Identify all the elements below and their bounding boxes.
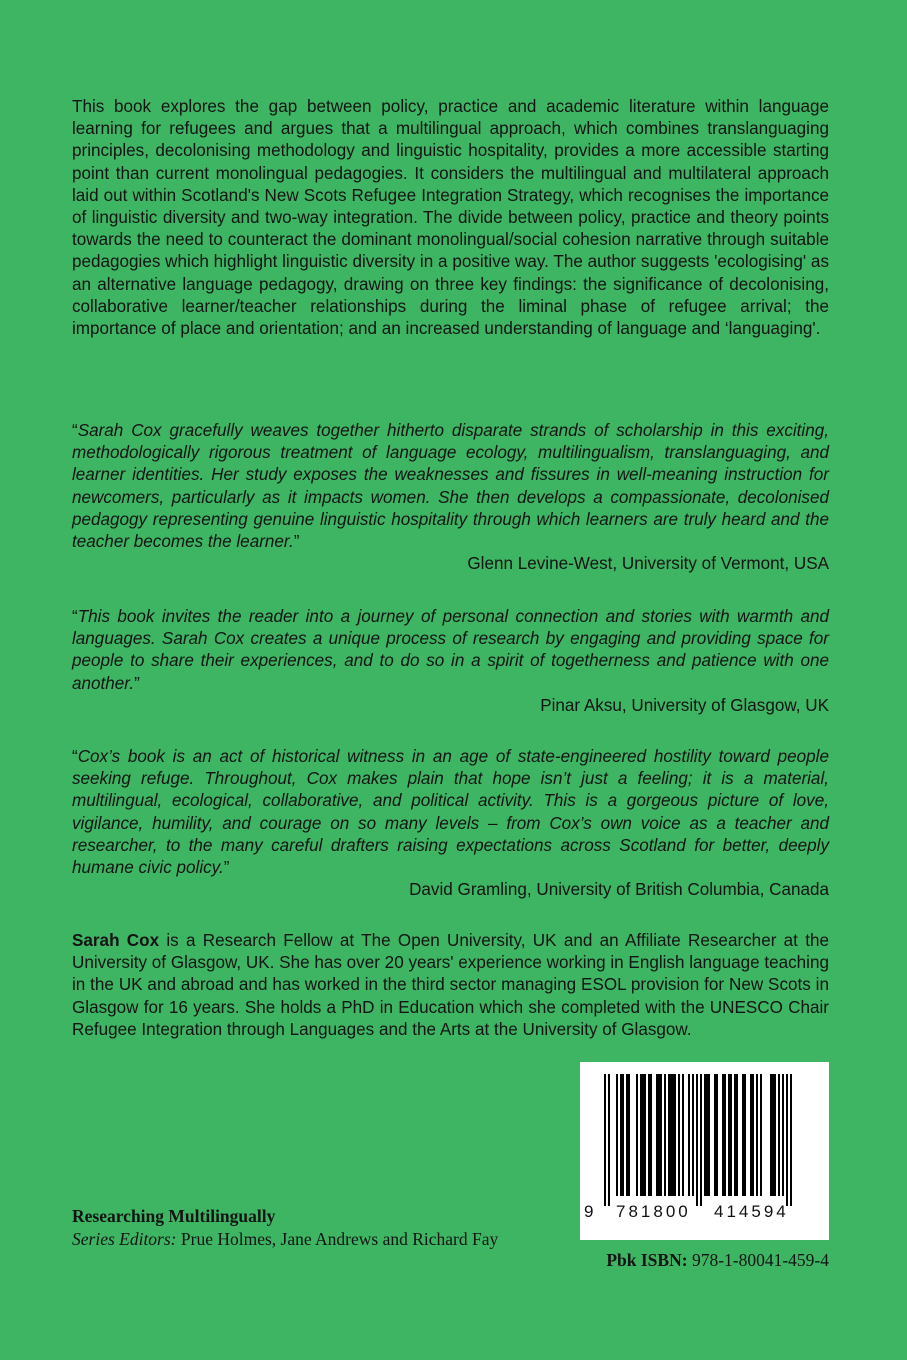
barcode-bar [782,1074,784,1196]
barcode-bar [700,1074,702,1206]
barcode-bar [616,1074,618,1196]
endorsement-quote-3 [72,746,829,901]
barcode-bar [672,1074,674,1196]
barcode-bar [742,1074,744,1196]
barcode-bar [668,1074,670,1196]
barcode-digit-lead: 9 [584,1202,594,1221]
barcode-bar [670,1074,672,1196]
quote-attribution: Glenn Levine-West, University of Vermont, USA [467,554,829,574]
barcode-bar [736,1074,738,1196]
quote-close-mark: ” [293,532,300,552]
barcode-bar [608,1074,610,1206]
barcode-bar [774,1074,776,1196]
barcode-bar [790,1074,792,1206]
barcode-bar [696,1074,698,1206]
barcode-bar [640,1074,642,1196]
barcode-bar [786,1074,788,1206]
barcode-bar [714,1074,716,1196]
barcode-bar [734,1074,736,1196]
barcode-bar [650,1074,652,1196]
barcode-bar [620,1074,622,1196]
series-info [72,1205,512,1251]
series-editors: Prue Holmes, Jane Andrews and Richard Fay [176,1229,499,1249]
barcode-bar [622,1074,624,1196]
barcode-bar [636,1074,638,1196]
barcode-bar [778,1074,780,1196]
quote-text: Cox’s book is an act of historical witness in an age of state-engineered hostility toward people seeking refuge. Throughout, Cox makes plain that hope isn’t just a feeling; it is a material, multilingual, ecological, collaborative, and political activity. This is a gorgeous picture of love, vigilance, humility, and courage on so many levels – from Cox’s own voice as a teacher and researcher, to the many careful drafters raising expectations across Scotland for better, deeply humane civic policy. [72,747,829,878]
barcode-bar [628,1074,630,1196]
barcode-bar [656,1074,658,1196]
series-editors-label: Series Editors: [72,1229,177,1249]
series-title: Researching Multilingually [72,1206,276,1226]
quote-attribution: David Gramling, University of British Columbia, Canada [409,880,829,900]
barcode-bar [722,1074,724,1196]
quote-close-mark: ” [134,673,140,693]
barcode-bar [692,1074,694,1196]
barcode-bar [706,1074,708,1196]
barcode-bars [600,1074,809,1206]
barcode-bar [756,1074,758,1196]
barcode-bar [664,1074,666,1196]
barcode-bar [730,1074,732,1196]
barcode-digits-left: 781800 [616,1202,691,1221]
endorsement-quote-1 [72,420,829,575]
quote-attribution: Pinar Aksu, University of Glasgow, UK [540,695,829,715]
barcode-digits-right: 414594 [714,1202,789,1221]
isbn-line [606,1250,829,1271]
barcode-bar [626,1074,628,1196]
barcode-bar [604,1074,606,1206]
barcode-bar [674,1074,676,1196]
quote-open-mark: “ [72,607,78,626]
isbn-barcode [580,1062,829,1240]
barcode-bar [744,1074,746,1196]
barcode-bar [770,1074,772,1196]
book-description: This book explores the gap between policy, practice and academic literature within language learning for refugees and argues that a multilingual approach, which combines translanguaging principles, decolonising methodology and linguistic hospitality, provides a more accessible starting point than current monolingual pedagogies. It considers the multilingual and multilateral approach laid out within Scotland's New Scots Refugee Integration Strategy, which recognises the importance of linguistic diversity and two-way integration. The divide between policy, practice and theory points towards the need to counteract the dominant monolingual/social cohesion narrative through suitable pedagogies which highlight linguistic diversity in a positive way. The author suggests 'ecologising' as an alternative language pedagogy, drawing on three key findings: the significance of decolonising, collaborative learner/teacher relationships during the liminal phase of refugee arrival; the importance of place and orientation; and an increased understanding of language and ‘languaging'. [72,97,829,339]
isbn-label: Pbk ISBN: [606,1250,688,1270]
barcode-bar [708,1074,710,1196]
author-name: Sarah Cox [72,931,160,950]
barcode-bar [642,1074,644,1196]
quote-open-mark: “ [72,421,78,440]
isbn-value: 978-1-80041-459-4 [687,1250,829,1270]
barcode-bar [752,1074,754,1196]
author-bio-text: is a Research Fellow at The Open University, UK and an Affiliate Researcher at the University of Glasgow, UK. She has over 20 years' experience working in English language teaching in the UK and abroad and has worked in the third sector managing ESOL provision for New Scots in Glasgow for 16 years. She holds a PhD in Education which she completed with the UNESCO Chair Refugee Integration through Languages and the Arts at the University of Glasgow. [72,931,829,1039]
barcode-bar [724,1074,726,1196]
barcode-bar [678,1074,680,1196]
barcode-bar [772,1074,774,1196]
author-bio [72,930,829,1041]
quote-text: Sarah Cox gracefully weaves together hitherto disparate strands of scholarship in this exciting, methodologically rigorous treatment of language ecology, multilingualism, translanguaging, and learner identities. Her study exposes the weaknesses and fissures in well-meaning instruction for newcomers, particularly as it impacts women. She then develops a compassionate, decolonised pedagogy representing genuine linguistic hospitality through which learners are truly heard and the teacher becomes the learner. [72,421,829,552]
quote-text: This book invites the reader into a journey of personal connection and stories with warmth and languages. Sarah Cox creates a unique process of research by engaging and providing space for people to share their experiences, and to do so in a spirit of togetherness and patience with one another. [72,607,829,693]
barcode-bar [750,1074,752,1196]
quote-close-mark: ” [223,858,230,878]
endorsement-quote-2 [72,606,829,717]
barcode-bar [716,1074,718,1196]
barcode-bar [658,1074,660,1196]
barcode-bar [644,1074,646,1196]
barcode-bar [648,1074,650,1196]
quote-open-mark: “ [72,747,78,766]
barcode-bar [660,1074,662,1196]
barcode-bar [760,1074,762,1196]
barcode-bar [688,1074,690,1196]
barcode-bar [682,1074,684,1196]
barcode-bar [704,1074,706,1196]
barcode-bar [728,1074,730,1196]
